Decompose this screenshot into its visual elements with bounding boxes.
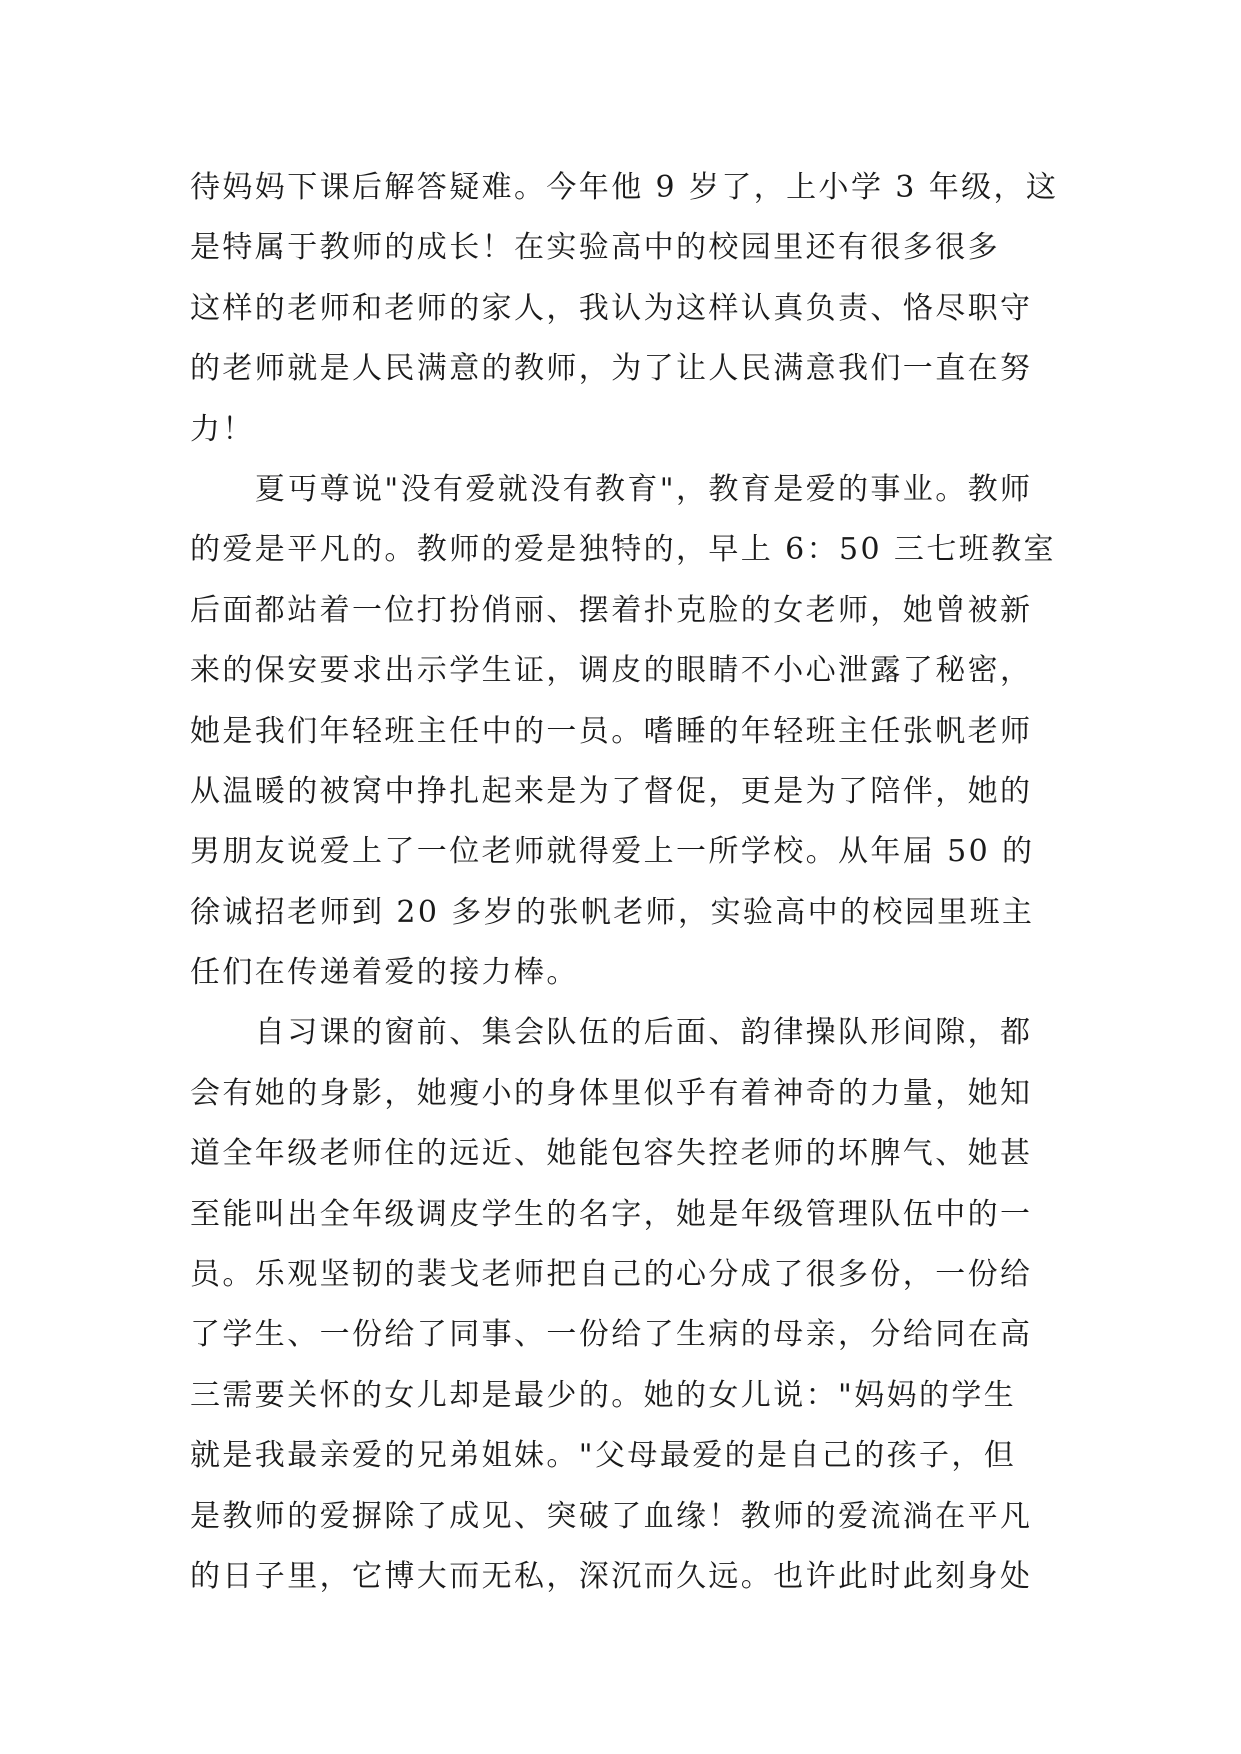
text-line: 男朋友说爱上了一位老师就得爱上一所学校。从年届 50 的 bbox=[190, 834, 1035, 870]
text-line: 的老师就是人民满意的教师，为了让人民满意我们一直在努 bbox=[190, 351, 1033, 387]
text-line: 了学生、一份给了同事、一份给了生病的母亲，分给同在高 bbox=[190, 1317, 1033, 1353]
text-line: 徐诚招老师到 20 多岁的张帆老师，实验高中的校园里班主 bbox=[190, 894, 1035, 930]
text-line: 是教师的爱摒除了成见、突破了血缘！教师的爱流淌在平凡 bbox=[190, 1498, 1033, 1534]
text-line: 道全年级老师住的远近、她能包容失控老师的坏脾气、她甚 bbox=[190, 1136, 1033, 1172]
text-line: 就是我最亲爱的兄弟姐妹。"父母最爱的是自己的孩子，但 bbox=[190, 1438, 1017, 1474]
text-line: 来的保安要求出示学生证，调皮的眼睛不小心泄露了秘密， bbox=[190, 653, 1033, 689]
text-line: 夏丏尊说"没有爱就没有教育"，教育是爱的事业。教师 bbox=[190, 471, 1033, 507]
text-line: 任们在传递着爱的接力棒。 bbox=[190, 955, 579, 991]
text-line: 待妈妈下课后解答疑难。今年他 9 岁了，上小学 3 年级，这 bbox=[190, 170, 1059, 205]
text-line: 的爱是平凡的。教师的爱是独特的，早上 6：50 三七班教室 bbox=[190, 532, 1056, 568]
body-text bbox=[190, 158, 1060, 1607]
text-line: 会有她的身影，她瘦小的身体里似乎有着神奇的力量，她知 bbox=[190, 1075, 1033, 1111]
text-line: 至能叫出全年级调皮学生的名字，她是年级管理队伍中的一 bbox=[190, 1196, 1033, 1232]
text-line: 是特属于教师的成长！在实验高中的校园里还有很多很多 bbox=[190, 230, 1000, 266]
text-line: 力！ bbox=[190, 411, 255, 447]
text-line: 她是我们年轻班主任中的一员。嗜睡的年轻班主任张帆老师 bbox=[190, 713, 1033, 749]
text-line: 自习课的窗前、集会队伍的后面、韵律操队形间隙，都 bbox=[190, 1015, 1033, 1051]
text-line: 三需要关怀的女儿却是最少的。她的女儿说："妈妈的学生 bbox=[190, 1377, 1017, 1413]
text-line: 的日子里，它博大而无私，深沉而久远。也许此时此刻身处 bbox=[190, 1558, 1033, 1594]
text-line: 这样的老师和老师的家人，我认为这样认真负责、恪尽职守 bbox=[190, 290, 1033, 326]
text-line: 从温暖的被窝中挣扎起来是为了督促，更是为了陪伴，她的 bbox=[190, 773, 1033, 809]
text-line: 后面都站着一位打扮俏丽、摆着扑克脸的女老师，她曾被新 bbox=[190, 592, 1033, 628]
text-line: 员。乐观坚韧的裴戈老师把自己的心分成了很多份，一份给 bbox=[190, 1257, 1033, 1293]
